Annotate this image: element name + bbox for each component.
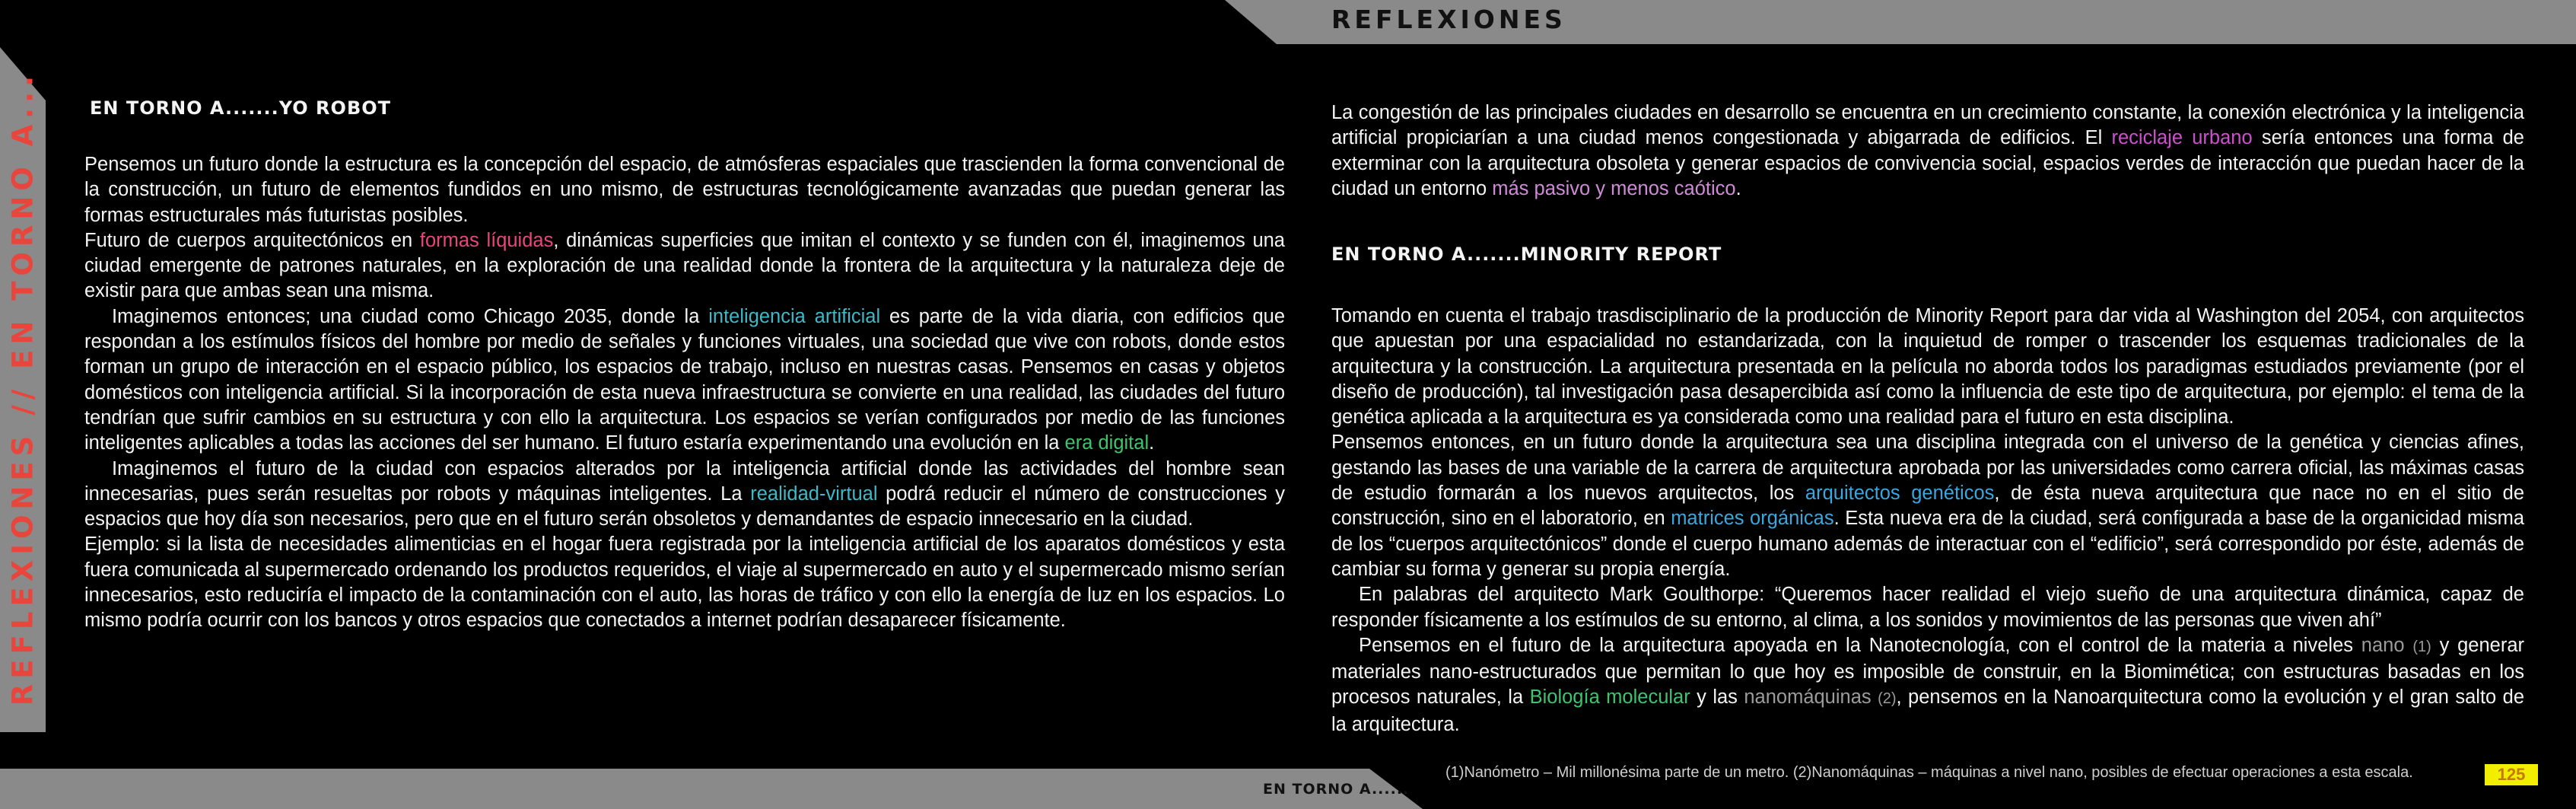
- paragraph: Pensemos entonces, en un futuro donde la arquitectura sea una disciplina integrada con el universo de la genética y ciencias afines, gestando las bases de una variable de la carrera de arquitectura aprobada por las universidades como carrera oficial, las máximas casas de estudio formarán a los nuevos arquitectos, los arquitectos genéticos, de ésta nueva arquitectura que nace no en el sitio de construcción, sino en el laboratorio, en matrices orgánicas. Esta nueva era de la ciudad, será configurada a base de la organicidad misma de los “cuerpos arquitectónicos” donde el cuerpo humano además de interactuar con el “edificio”, será correspondido por éste, además de cambiar su forma y generar su propia energía.: [1331, 432, 2525, 580]
- footer-bar: [0, 769, 1423, 809]
- right-column-intro: [1331, 100, 2524, 202]
- highlight-term: matrices orgánicas: [1671, 508, 1834, 530]
- highlight-term: realidad-virtual: [750, 483, 878, 505]
- paragraph: Pensemos un futuro donde la estructura es la concepción del espacio, de atmósferas espaciales que trascienden la forma convencional de la construcción, un futuro de elementos fundidos en uno mismo, de estructuras tecnológicamente avanzadas que puedan generar las formas estructurales más futuristas posibles.: [84, 154, 1285, 226]
- footnotes: (1)Nanómetro – Mil millonésima parte de un metro. (2)Nanomáquinas – máquinas a nivel nano, posibles de efectuar operaciones a esta escala.: [1445, 764, 2413, 781]
- left-column: [84, 152, 1285, 634]
- page-title: REFLEXIONES: [1331, 5, 1566, 34]
- highlight-term: nano: [2361, 634, 2405, 656]
- footnote-marker: (1): [2412, 638, 2431, 655]
- paragraph: La congestión de las principales ciudades en desarrollo se encuentra en un crecimiento constante, la conexión electrónica y la inteligencia artificial propiciarían a una ciudad menos congestionada y abigarrada de edificios. El reciclaje urbano sería entonces una forma de exterminar con la arquitectura obsoleta y generar espacios de convivencia social, espacios verdes de interacción que puedan hacer de la ciudad un entorno más pasivo y menos caótico.: [1331, 102, 2524, 199]
- paragraph: En palabras del arquitecto Mark Goulthorpe: “Queremos hacer realidad el viejo sueño de una arquitectura dinámica, capaz de responder físicamente a los estímulos de su entorno, al clima, a los sonidos y movimientos de las personas que viven ahí”: [1331, 584, 2524, 631]
- paragraph: Imaginemos entonces; una ciudad como Chicago 2035, donde la inteligencia artificial es parte de la vida diaria, con edificios que respondan a los estímulos físicos del hombre por medio de señales y funciones virtuales, una sociedad que vive con robots, donde estos forman un grupo de interacción en el espacio público, los espacios de trabajo, incluso en nuestras casas. Pensemos en casas y objetos domésticos con inteligencia artificial. Si la incorporación de esta nueva infraestructura se convierte en una realidad, las ciudades del futuro tendrían que sufrir cambios en su estructura y con ello la arquitectura. Los espacios se verían configurados por medio de las funciones inteligentes aplicables a todas las acciones del ser humano. El futuro estaría experimentando una evolución en la era digital.: [84, 305, 1286, 454]
- highlight-term: Biología molecular: [1529, 686, 1690, 709]
- paragraph: Pensemos en el futuro de la arquitectura apoyada en la Nanotecnología, con el control de la materia a niveles nano (1) y generar materiales nano-estructurados que permitan lo que hoy es imposible de construir, en la Biomimética; con estructuras basadas en los procesos naturales, la Biología molecular y las nanomáquinas (2), pensemos en la Nanoarquitectura como la evolución y el gran salto de la arquitectura.: [1331, 634, 2525, 735]
- paragraph: Futuro de cuerpos arquitectónicos en formas líquidas, dinámicas superficies que imitan el contexto y se funden con él, imaginemos una ciudad emergente de patrones naturales, en la exploración de una realidad donde la frontera de la arquitectura y la naturaleza deje de existir para que ambas sean una misma.: [84, 229, 1285, 302]
- highlight-term: formas líquidas: [419, 229, 554, 251]
- footer-section-label: EN TORNO A......: [1263, 781, 1410, 798]
- section-heading-yo-robot: EN TORNO A.......YO ROBOT: [90, 97, 392, 119]
- paragraph: Imaginemos el futuro de la ciudad con espacios alterados por la inteligencia artificial donde las actividades del hombre sean innecesarias, pues serán resueltas por robots y máquinas inteligentes. La realidad-virtual podrá reducir el número de construcciones y espacios que hoy día son necesarios, pero que en el futuro serán obsoletos y demandantes de espacio innecesario en la ciudad.: [84, 457, 1285, 530]
- side-section-label: REFLEXIONES // EN TORNO A...: [6, 70, 40, 706]
- paragraph: Tomando en cuenta el trabajo trasdisciplinario de la producción de Minority Report para dar vida al Washington del 2054, con arquitectos que apuestan por una espacialidad no estandarizada, con la inquietud de romper o trascender los esquemas tradicionales de la arquitectura y la construcción. La arquitectura presentada en la película no aborda todos los paradigmas estudiados previamente (por el diseño de producción), tal investigación pasa desapercibida así como la influencia de este tipo de arquitectura, por ejemplo: el tema de la genética aplicada a la arquitectura es ya considerada como una realidad para el futuro en esta disciplina.: [1331, 305, 2524, 428]
- right-column: [1331, 304, 2524, 737]
- highlight-term: más pasivo y menos caótico: [1492, 177, 1736, 199]
- highlight-term: arquitectos genéticos: [1805, 483, 1995, 505]
- highlight-term: inteligencia artificial: [708, 305, 881, 327]
- highlight-term: nanomáquinas: [1744, 686, 1872, 709]
- section-heading-minority-report: EN TORNO A.......MINORITY REPORT: [1331, 244, 1722, 265]
- highlight-term: reciclaje urbano: [2111, 127, 2253, 149]
- footnote-marker: (2): [1878, 690, 1897, 708]
- page-number: 125: [2485, 764, 2538, 785]
- highlight-term: era digital: [1064, 432, 1150, 454]
- paragraph: Ejemplo: si la lista de necesidades alimenticias en el hogar fuera registrada por la inteligencia artificial de los aparatos domésticos y esta fuera comunicada al supermercado ordenando los productos requeridos, el viaje al supermercado en auto y el supermercado mismo serían innecesarios, esto reduciría el impacto de la contaminación con el auto, las horas de tráfico y con ello la energía de luz en los espacios. Lo mismo podría ocurrir con los bancos y otros espacios que conectados a internet podrían desaparecer físicamente.: [84, 533, 1285, 632]
